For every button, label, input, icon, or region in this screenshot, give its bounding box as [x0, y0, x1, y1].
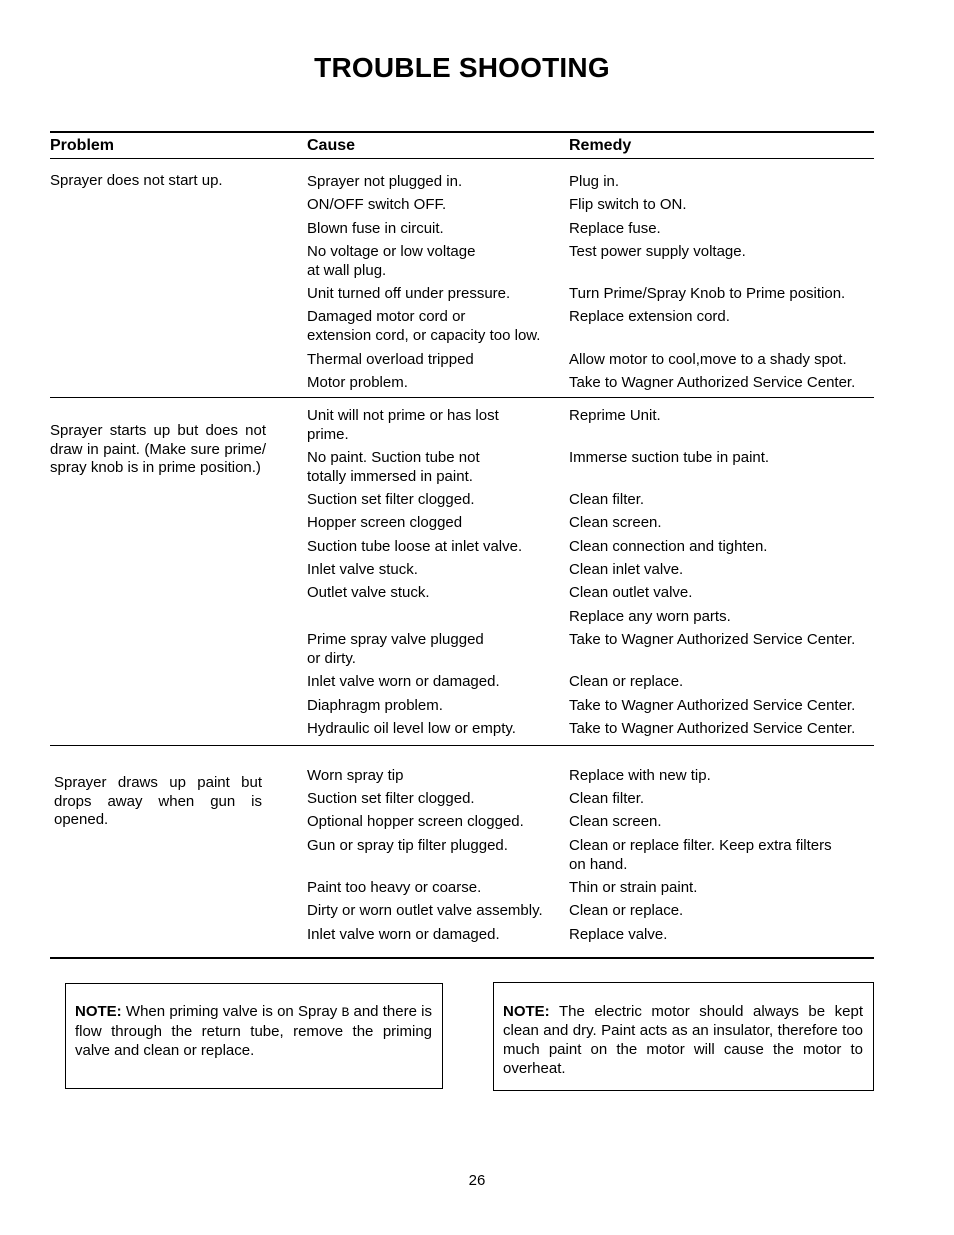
remedy-cell: Replace extension cord.	[569, 308, 730, 325]
remedy-cell: Replace with new tip.	[569, 767, 711, 784]
column-header-cause: Cause	[307, 137, 356, 154]
cause-cell: Blown fuse in circuit.	[307, 220, 444, 237]
priming-valve-note	[65, 983, 443, 1089]
remedy-cell: Test power supply voltage.	[569, 243, 746, 260]
page-title: TROUBLE SHOOTING	[314, 52, 610, 83]
remedy-cell: Turn Prime/Spray Knob to Prime position.	[569, 285, 846, 302]
remedy-cell: Take to Wagner Authorized Service Center.	[569, 720, 856, 737]
remedy-cell: Clean screen.	[569, 514, 662, 531]
page-number: 26	[468, 1172, 486, 1189]
column-header-problem: Problem	[50, 137, 115, 154]
cause-cell: Unit turned off under pressure.	[307, 285, 511, 302]
remedy-cell: Clean or replace.	[569, 902, 684, 919]
motor-note	[493, 982, 874, 1091]
cause-cell: Thermal overload tripped	[307, 351, 474, 368]
cause-cell: Inlet valve stuck.	[307, 561, 418, 578]
remedy-cell: Flip switch to ON.	[569, 196, 687, 213]
remedy-cell: Replace valve.	[569, 926, 668, 943]
cause-cell: Outlet valve stuck.	[307, 584, 430, 601]
cause-cell: Optional hopper screen clogged.	[307, 813, 524, 830]
cause-cell: Suction set filter clogged.	[307, 491, 475, 508]
spray-symbol: B	[341, 1005, 350, 1020]
section-rule	[50, 745, 874, 746]
problem-text: Sprayer starts up but does not draw in paint. (Make sure prime/ spray knob is in prime position.)	[50, 422, 266, 476]
cause-cell: ON/OFF switch OFF.	[307, 196, 447, 213]
note-text: When priming valve is on Spray	[125, 1003, 342, 1020]
column-header-remedy: Remedy	[569, 137, 632, 154]
cause-cell: Diaphragm problem.	[307, 697, 443, 714]
cause-cell: Inlet valve worn or damaged.	[307, 926, 500, 943]
cause-cell: Dirty or worn outlet valve assembly.	[307, 902, 543, 919]
cause-cell: Inlet valve worn or damaged.	[307, 673, 500, 690]
remedy-cell: Clean connection and tighten.	[569, 538, 768, 555]
remedy-cell: Take to Wagner Authorized Service Center.	[569, 631, 856, 648]
cause-cell: Hopper screen clogged	[307, 514, 463, 531]
cause-cell: Sprayer not plugged in.	[307, 173, 463, 190]
problem-text: Sprayer draws up paint but drops away when gun is opened.	[54, 774, 262, 828]
table-top-rule	[50, 131, 874, 133]
cause-cell: Gun or spray tip filter plugged.	[307, 837, 508, 854]
remedy-cell: Clean screen.	[569, 813, 662, 830]
remedy-cell: Clean filter.	[569, 790, 645, 807]
note-label: NOTE:	[503, 1003, 550, 1020]
note-text: and there is flow through the return tube, remove the priming valve and clean or replace.	[75, 1003, 433, 1059]
remedy-cell: Thin or strain paint.	[569, 879, 698, 896]
cause-cell: Suction set filter clogged.	[307, 790, 475, 807]
remedy-cell: Clean or replace.	[569, 673, 684, 690]
cause-cell: No voltage or low voltage at wall plug.	[307, 243, 476, 279]
remedy-cell: Plug in.	[569, 173, 620, 190]
cause-cell: Worn spray tip	[307, 767, 404, 784]
cause-cell: Paint too heavy or coarse.	[307, 879, 482, 896]
remedy-cell: Clean or replace filter. Keep extra filters on hand.	[569, 837, 832, 873]
remedy-cell: Clean outlet valve.	[569, 584, 693, 601]
cause-cell: Motor problem.	[307, 374, 408, 391]
problem-text: Sprayer does not start up.	[50, 172, 223, 189]
section-rule	[50, 397, 874, 398]
cause-cell: Suction tube loose at inlet valve.	[307, 538, 523, 555]
remedy-cell: Clean filter.	[569, 491, 645, 508]
cause-cell: Prime spray valve plugged or dirty.	[307, 631, 484, 667]
remedy-cell: Replace any worn parts.	[569, 608, 731, 625]
note-label: NOTE:	[75, 1003, 122, 1020]
remedy-cell: Allow motor to cool,move to a shady spot.	[569, 351, 847, 368]
remedy-cell: Replace fuse.	[569, 220, 661, 237]
note-text: The electric motor should always be kept clean and dry. Paint acts as an insulator, therefore too much paint on the motor will cause the motor to overheat.	[503, 1003, 863, 1077]
remedy-cell: Take to Wagner Authorized Service Center.	[569, 374, 856, 391]
cause-cell: Unit will not prime or has lost prime.	[307, 407, 499, 443]
header-rule	[50, 158, 874, 159]
table-bottom-rule	[50, 957, 874, 959]
remedy-cell: Reprime Unit.	[569, 407, 661, 424]
remedy-cell: Take to Wagner Authorized Service Center.	[569, 697, 856, 714]
remedy-cell: Immerse suction tube in paint.	[569, 449, 770, 466]
cause-cell: Damaged motor cord or extension cord, or capacity too low.	[307, 308, 541, 344]
remedy-cell: Clean inlet valve.	[569, 561, 684, 578]
cause-cell: No paint. Suction tube not totally immersed in paint.	[307, 449, 480, 485]
cause-cell: Hydraulic oil level low or empty.	[307, 720, 516, 737]
